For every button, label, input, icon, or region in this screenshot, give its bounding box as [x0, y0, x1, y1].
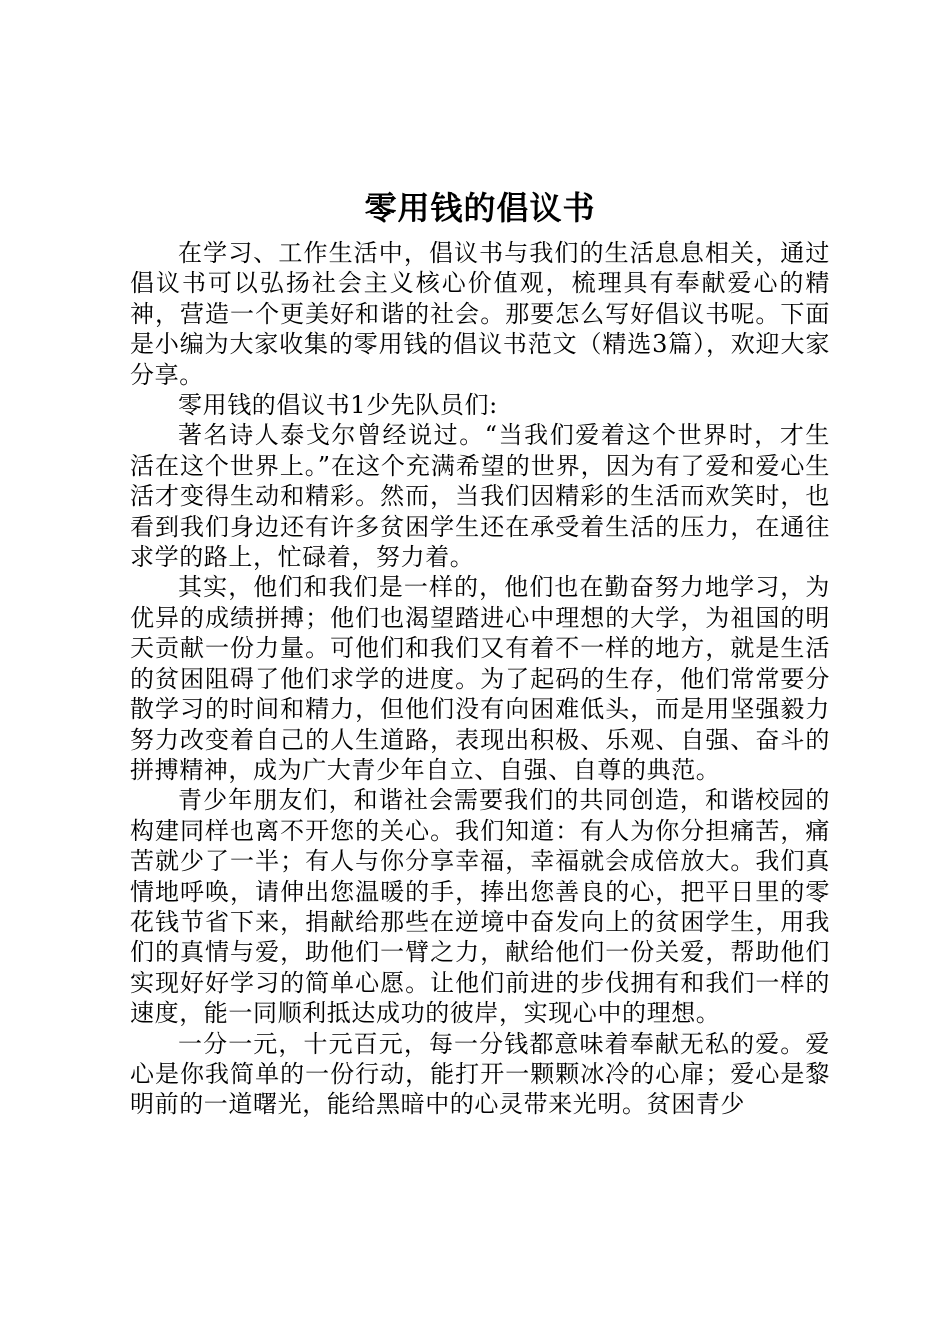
paragraph-struggle: 其实，他们和我们是一样的，他们也在勤奋努力地学习，为优异的成绩拼搏；他们也渴望踏进心中理想的大学，为祖国的明天贡献一份力量。可他们和我们又有着不一样的地方，就是生活的贫困阻碍了他们求学的进度。为了起码的生存，他们常常要分散学习的时间和精力，但他们没有向困难低头，而是用坚强毅力努力改变着自己的人生道路，表现出积极、乐观、自强、奋斗的拼搏精神，成为广大青少年自立、自强、自尊的典范。 — [130, 573, 830, 784]
paragraph-appeal: 青少年朋友们，和谐社会需要我们的共同创造，和谐校园的构建同样也离不开您的关心。我们知道：有人为你分担痛苦，痛苦就少了一半；有人与你分享幸福，幸福就会成倍放大。我们真情地呼唤，请伸出您温暖的手，捧出您善良的心，把平日里的零花钱节省下来，捐献给那些在逆境中奋发向上的贫困学生，用我们的真情与爱，助他们一臂之力，献给他们一份关爱，帮助他们实现好好学习的简单心愿。让他们前进的步伐拥有和我们一样的速度，能一同顺利抵达成功的彼岸，实现心中的理想。 — [130, 786, 830, 1028]
paragraph-quote: 著名诗人泰戈尔曾经说过。“当我们爱着这个世界时，才生活在这个世界上。”在这个充满希望的世界，因为有了爱和爱心生活才变得生动和精彩。然而，当我们因精彩的生活而欢笑时，也看到我们身边还有许多贫困学生还在承受着生活的压力，在通往求学的路上，忙碌着，努力着。 — [130, 421, 830, 572]
paragraph-donation: 一分一元，十元百元，每一分钱都意味着奉献无私的爱。爱心是你我简单的一份行动，能打开一颗颗冰冷的心扉；爱心是黎明前的一道曙光，能给黑暗中的心灵带来光明。贫困青少 — [130, 1029, 830, 1119]
paragraph-salutation: 零用钱的倡议书1少先队员们: — [178, 391, 498, 420]
document-title: 零用钱的倡议书 — [364, 189, 596, 227]
document-body — [130, 186, 830, 1120]
paragraph-intro: 在学习、工作生活中，倡议书与我们的生活息息相关，通过倡议书可以弘扬社会主义核心价值观，梳理具有奉献爱心的精神，营造一个更美好和谐的社会。那要怎么写好倡议书呢。下面是小编为大家收集的零用钱的倡议书范文（精选3篇），欢迎大家分享。 — [130, 239, 830, 389]
